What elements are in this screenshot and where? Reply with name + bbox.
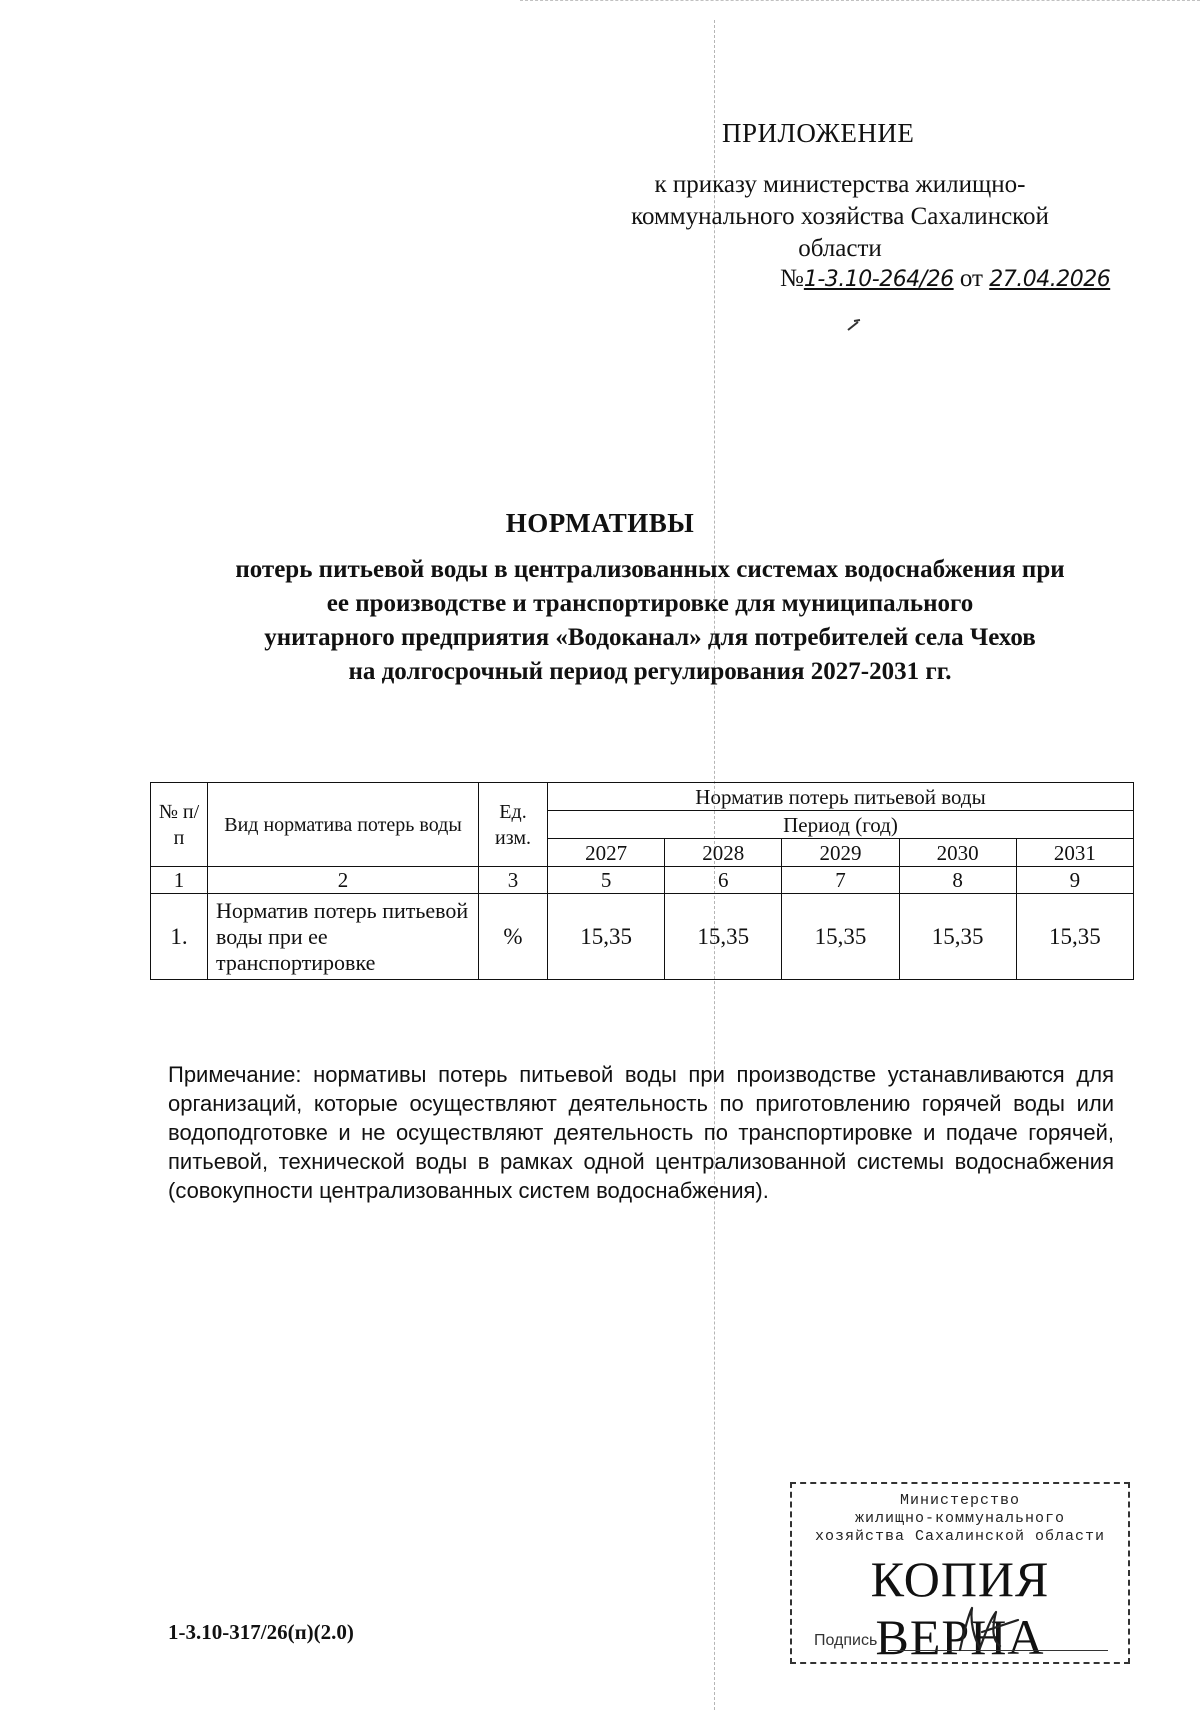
header-year: 2031 [1016,839,1133,867]
order-number-prefix: № [780,265,804,292]
appendix-title: ПРИЛОЖЕНИЕ [722,118,915,148]
header-year: 2027 [548,839,665,867]
stamp-org-line: Министерство [899,1492,1021,1509]
order-number-row [780,265,1110,293]
index-cell: 6 [665,867,782,894]
stamp-sign-label: Подпись [814,1632,878,1649]
row-value: 15,35 [1016,894,1133,980]
order-date-prefix: от [959,265,983,292]
note-paragraph: Примечание: нормативы потерь питьевой воды при производстве устанавливаются для организаций, которые осуществляют деятельность по приготовлению горячей воды или водоподготовке и не осуществляют деятельность по транспортировке и подаче горячей, питьевой, технической воды в рамках одной централизованной системы водоснабжения (совокупности централизованных систем водоснабжения). [168,1062,1114,1203]
norms-table [150,782,1134,980]
row-num: 1. [151,894,208,980]
header-unit: Ед. изм. [479,783,548,867]
header-year: 2028 [665,839,782,867]
document-title: НОРМАТИВЫ [505,508,695,538]
order-number: 1-3.10-264/26 [803,267,954,292]
stamp-main-text: КОПИЯ ВЕРНА [870,1551,1050,1665]
scan-edge-line [520,0,1200,1]
stamp-org-line: хозяйства Сахалинской области [814,1528,1106,1545]
table-index-row [151,867,1134,894]
appendix-line-1: к приказу министерства жилищно- [654,171,1026,198]
header-year: 2029 [782,839,899,867]
document-subtitle [160,553,1140,689]
header-num: № п/п [151,783,208,867]
index-cell: 5 [548,867,665,894]
header-year: 2030 [899,839,1016,867]
ink-mark [846,318,862,332]
index-cell: 7 [782,867,899,894]
row-value: 15,35 [782,894,899,980]
order-date: 27.04.2026 [989,267,1111,292]
certified-copy-stamp [790,1482,1130,1664]
appendix-line-3: области [798,235,882,262]
row-value: 15,35 [899,894,1016,980]
row-kind: Норматив потерь питьевой воды при ее транспортировке [208,894,479,980]
row-value: 15,35 [665,894,782,980]
subtitle-line: на долгосрочный период регулирования 2027-2031 гг. [348,658,952,685]
index-cell: 2 [208,867,479,894]
index-cell: 8 [899,867,1016,894]
row-unit: % [479,894,548,980]
header-period: Период (год) [548,811,1134,839]
document-code: 1-3.10-317/26(п)(2.0) [168,1620,354,1644]
subtitle-line: ее производстве и транспортировке для муниципального [326,590,974,617]
subtitle-line: унитарного предприятия «Водоканал» для потребителей села Чехов [264,624,1036,651]
index-cell: 1 [151,867,208,894]
row-value: 15,35 [548,894,665,980]
handwritten-signature [942,1602,1022,1654]
table-header-row [151,783,1134,811]
index-cell: 9 [1016,867,1133,894]
subtitle-line: потерь питьевой воды в централизованных системах водоснабжения при [235,556,1065,583]
stamp-org-line: жилищно-коммунального [854,1510,1066,1527]
appendix-line-2: коммунального хозяйства Сахалинской [631,203,1049,230]
index-cell: 3 [479,867,548,894]
header-kind: Вид норматива потерь воды [208,783,479,867]
header-group: Норматив потерь питьевой воды [548,783,1134,811]
table-row [151,894,1134,980]
